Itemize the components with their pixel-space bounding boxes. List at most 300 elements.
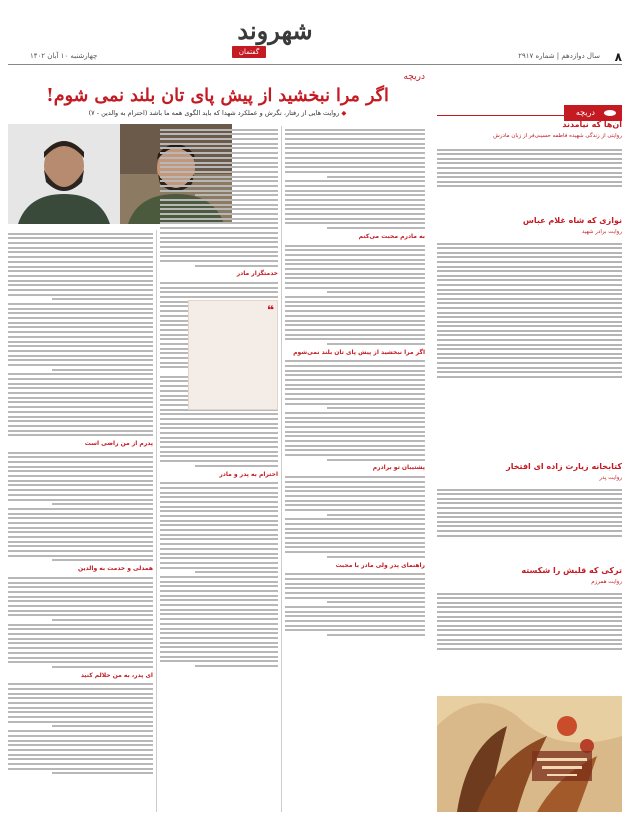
text-line xyxy=(8,294,153,296)
text-line xyxy=(8,461,153,463)
text-line xyxy=(160,171,278,173)
text-line xyxy=(285,454,425,456)
text-line xyxy=(160,133,278,135)
sidebar-item-title: کتابخانه زیارت زاده ای افتخار xyxy=(506,462,622,471)
text-line xyxy=(160,651,278,653)
text-line xyxy=(8,683,153,685)
article-kicker: دریچه xyxy=(403,72,425,82)
text-line xyxy=(437,181,622,183)
text-line xyxy=(285,204,425,206)
lead-text: روایت هایی از رفتار، نگرش و عملکرد شهدا که باید الگوی همه ما باشد (احترام به والدین - ۷) xyxy=(88,109,340,117)
text-line xyxy=(327,459,425,461)
text-line xyxy=(8,633,153,635)
text-line xyxy=(52,725,154,727)
text-line xyxy=(160,176,278,178)
text-line xyxy=(160,567,278,569)
text-line xyxy=(8,289,153,291)
text-line xyxy=(160,642,278,644)
text-line xyxy=(437,339,622,341)
text-line xyxy=(8,555,153,557)
text-line xyxy=(195,265,278,267)
text-line xyxy=(8,308,153,310)
text-line xyxy=(437,367,622,369)
text-line xyxy=(160,604,278,606)
text-line xyxy=(8,536,153,538)
text-line xyxy=(285,370,425,372)
martyr-photo-left xyxy=(8,124,120,224)
text-line xyxy=(285,310,425,312)
text-line xyxy=(8,688,153,690)
text-line xyxy=(160,147,278,149)
text-line xyxy=(327,176,425,178)
text-line xyxy=(8,522,153,524)
text-line xyxy=(8,350,153,352)
text-line xyxy=(285,528,425,530)
text-line xyxy=(437,489,622,491)
text-line xyxy=(285,263,425,265)
masthead-rule xyxy=(8,64,622,65)
text-line xyxy=(437,158,622,160)
text-line xyxy=(285,329,425,331)
text-line xyxy=(285,551,425,553)
text-line xyxy=(437,149,622,151)
text-line xyxy=(285,435,425,437)
text-line xyxy=(8,697,153,699)
text-line xyxy=(8,411,153,413)
text-line xyxy=(8,355,153,357)
text-line xyxy=(8,758,153,760)
text-line xyxy=(437,371,622,373)
text-line xyxy=(160,637,278,639)
text-line xyxy=(437,302,622,304)
text-line xyxy=(8,577,153,579)
text-line xyxy=(437,284,622,286)
text-line xyxy=(437,185,622,187)
text-line xyxy=(285,537,425,539)
text-line xyxy=(437,493,622,495)
text-line xyxy=(327,343,425,345)
text-line xyxy=(160,213,278,215)
article-subhead: خدمتگزار مادر xyxy=(236,270,278,278)
text-line xyxy=(8,638,153,640)
text-line xyxy=(160,599,278,601)
text-line xyxy=(285,324,425,326)
text-line xyxy=(8,484,153,486)
article-subhead: همدلی و خدمت به والدین xyxy=(78,565,153,573)
text-line xyxy=(285,384,425,386)
text-line xyxy=(8,693,153,695)
text-line xyxy=(160,632,278,634)
text-line xyxy=(8,341,153,343)
text-line xyxy=(160,510,278,512)
sidebar xyxy=(437,70,622,812)
sidebar-section-tab xyxy=(437,100,622,116)
text-line xyxy=(285,180,425,182)
text-line xyxy=(327,227,425,229)
text-line xyxy=(8,401,153,403)
text-line xyxy=(437,172,622,174)
text-line xyxy=(437,256,622,258)
text-line xyxy=(437,530,622,532)
text-line xyxy=(8,754,153,756)
text-line xyxy=(285,199,425,201)
text-line xyxy=(437,270,622,272)
text-line xyxy=(8,730,153,732)
text-line xyxy=(8,494,153,496)
text-line xyxy=(285,412,425,414)
text-line xyxy=(8,768,153,770)
text-line xyxy=(160,441,278,443)
text-line xyxy=(285,129,425,131)
text-line xyxy=(285,305,425,307)
text-line xyxy=(8,628,153,630)
sidebar-text xyxy=(437,590,622,690)
text-line xyxy=(285,500,425,502)
text-line xyxy=(160,460,278,462)
text-line xyxy=(8,420,153,422)
text-line xyxy=(8,499,153,501)
text-line xyxy=(437,602,622,604)
text-line xyxy=(195,465,278,467)
text-line xyxy=(8,657,153,659)
sidebar-item-title: آن‌ها که نیامدند xyxy=(562,120,622,129)
text-line xyxy=(437,616,622,618)
text-line xyxy=(8,508,153,510)
text-line xyxy=(8,233,153,235)
text-line xyxy=(437,162,622,164)
text-line xyxy=(285,249,425,251)
text-line xyxy=(8,434,153,436)
logo-subtitle: گفتمان xyxy=(232,46,266,58)
text-line xyxy=(8,284,153,286)
text-line xyxy=(285,445,425,447)
text-line xyxy=(160,204,278,206)
text-line xyxy=(160,199,278,201)
text-line xyxy=(195,194,278,196)
text-line xyxy=(285,301,425,303)
text-line xyxy=(437,153,622,155)
text-line xyxy=(437,498,622,500)
sidebar-text xyxy=(437,240,622,462)
text-line xyxy=(437,648,622,650)
article-subhead: به مادرم محبت می‌کنم xyxy=(358,232,425,240)
text-line xyxy=(8,652,153,654)
text-line xyxy=(160,227,278,229)
text-line xyxy=(437,261,622,263)
text-line xyxy=(285,440,425,442)
text-line xyxy=(437,247,622,249)
text-line xyxy=(285,157,425,159)
text-line xyxy=(160,520,278,522)
text-line xyxy=(160,660,278,662)
text-line xyxy=(8,373,153,375)
text-line xyxy=(285,245,425,247)
text-line xyxy=(8,517,153,519)
text-line xyxy=(8,378,153,380)
text-line xyxy=(285,222,425,224)
text-line xyxy=(285,523,425,525)
text-line xyxy=(160,581,278,583)
text-line xyxy=(160,237,278,239)
text-line xyxy=(8,531,153,533)
text-line xyxy=(52,503,154,505)
text-line xyxy=(285,486,425,488)
text-line xyxy=(160,553,278,555)
text-line xyxy=(160,157,278,159)
column-divider xyxy=(156,230,157,812)
text-line xyxy=(327,601,425,603)
text-line xyxy=(8,586,153,588)
text-line xyxy=(437,629,622,631)
text-line xyxy=(8,322,153,324)
text-line xyxy=(327,514,425,516)
text-line xyxy=(195,665,278,667)
text-line xyxy=(285,147,425,149)
text-line xyxy=(8,541,153,543)
column-divider xyxy=(281,126,282,812)
text-line xyxy=(285,629,425,631)
article-subhead: پشتیبان تو برادرم xyxy=(372,464,425,472)
text-line xyxy=(285,592,425,594)
text-line xyxy=(8,416,153,418)
text-line xyxy=(8,387,153,389)
text-line xyxy=(8,392,153,394)
text-line xyxy=(160,646,278,648)
text-line xyxy=(160,590,278,592)
text-line xyxy=(285,282,425,284)
text-line xyxy=(8,735,153,737)
text-line xyxy=(160,432,278,434)
text-line xyxy=(285,171,425,173)
text-line xyxy=(195,571,278,573)
text-line xyxy=(8,711,153,713)
text-line xyxy=(8,596,153,598)
text-line xyxy=(285,615,425,617)
text-line xyxy=(160,557,278,559)
page-number: ۸ xyxy=(614,50,622,64)
quote-icon: ❝ xyxy=(266,303,274,317)
text-line xyxy=(160,291,278,293)
text-line xyxy=(437,298,622,300)
text-line xyxy=(8,480,153,482)
book-cover-image xyxy=(437,696,622,812)
text-line xyxy=(8,326,153,328)
text-line xyxy=(8,331,153,333)
text-line xyxy=(8,275,153,277)
text-line xyxy=(160,501,278,503)
text-line xyxy=(285,532,425,534)
text-line xyxy=(160,232,278,234)
text-line xyxy=(8,470,153,472)
text-line xyxy=(160,241,278,243)
text-line xyxy=(8,383,153,385)
article-column-1 xyxy=(285,126,425,812)
text-line xyxy=(8,466,153,468)
issue-date: چهارشنبه ۱۰ آبان ۱۴۰۲ xyxy=(30,52,98,60)
text-line xyxy=(160,185,278,187)
newspaper-logo xyxy=(230,18,320,60)
text-line xyxy=(437,348,622,350)
text-line xyxy=(8,545,153,547)
text-line xyxy=(437,252,622,254)
text-line xyxy=(160,152,278,154)
text-line xyxy=(285,583,425,585)
text-line xyxy=(8,513,153,515)
text-line xyxy=(437,316,622,318)
text-line xyxy=(437,176,622,178)
text-line xyxy=(285,287,425,289)
article-headline: اگر مرا نبخشید از پیش پای تان بلند نمی شوم! xyxy=(46,86,389,106)
text-line xyxy=(160,166,278,168)
text-line xyxy=(160,506,278,508)
text-line xyxy=(437,502,622,504)
text-line xyxy=(160,524,278,526)
text-line xyxy=(285,587,425,589)
text-line xyxy=(285,620,425,622)
sidebar-text xyxy=(437,486,622,564)
text-line xyxy=(437,307,622,309)
text-line xyxy=(285,421,425,423)
text-line xyxy=(8,397,153,399)
sidebar-item-title: ترکی که قلبش را شکسته xyxy=(521,566,622,575)
text-line xyxy=(285,393,425,395)
text-line xyxy=(285,138,425,140)
text-line xyxy=(327,634,425,636)
text-line xyxy=(8,406,153,408)
text-line xyxy=(285,190,425,192)
text-line xyxy=(160,451,278,453)
text-line xyxy=(8,359,153,361)
text-line xyxy=(285,518,425,520)
text-line xyxy=(285,185,425,187)
article-subhead: پدرم از من راضی است xyxy=(84,439,153,447)
text-line xyxy=(8,242,153,244)
text-line xyxy=(160,515,278,517)
text-line xyxy=(285,208,425,210)
text-line xyxy=(160,613,278,615)
text-line xyxy=(8,624,153,626)
text-line xyxy=(8,364,153,366)
text-line xyxy=(52,298,154,300)
text-line xyxy=(285,625,425,627)
text-line xyxy=(8,721,153,723)
text-line xyxy=(285,259,425,261)
masthead xyxy=(0,0,630,70)
text-line xyxy=(437,325,622,327)
article-subhead: ای پدر، به من حلالم کنید xyxy=(80,671,153,679)
text-line xyxy=(327,556,425,558)
text-line xyxy=(437,512,622,514)
text-line xyxy=(437,243,622,245)
text-line xyxy=(8,270,153,272)
text-line xyxy=(8,452,153,454)
text-line xyxy=(8,303,153,305)
text-line xyxy=(8,247,153,249)
text-line xyxy=(437,279,622,281)
text-line xyxy=(437,606,622,608)
text-line xyxy=(160,609,278,611)
text-line xyxy=(285,606,425,608)
text-line xyxy=(285,611,425,613)
text-line xyxy=(160,585,278,587)
text-line xyxy=(285,578,425,580)
sidebar-item-title: نوازی که شاه غلام عباس xyxy=(522,216,622,225)
text-line xyxy=(160,496,278,498)
text-line xyxy=(160,423,278,425)
text-line xyxy=(160,143,278,145)
text-line xyxy=(285,481,425,483)
text-line xyxy=(285,417,425,419)
article-column-2 xyxy=(160,126,278,812)
text-line xyxy=(285,403,425,405)
sidebar-item-sub: روایت همرزم xyxy=(591,579,622,585)
text-line xyxy=(437,344,622,346)
text-line xyxy=(160,129,278,131)
text-line xyxy=(437,357,622,359)
text-line xyxy=(437,643,622,645)
text-line xyxy=(437,521,622,523)
text-line xyxy=(285,365,425,367)
text-line xyxy=(52,619,154,621)
text-line xyxy=(160,413,278,415)
text-line xyxy=(8,591,153,593)
text-line xyxy=(160,251,278,253)
text-line xyxy=(8,261,153,263)
text-line xyxy=(160,260,278,262)
text-line xyxy=(285,379,425,381)
text-line xyxy=(160,287,278,289)
bullet-icon xyxy=(604,110,616,116)
text-line xyxy=(285,542,425,544)
text-line xyxy=(160,222,278,224)
text-line xyxy=(437,535,622,537)
text-line xyxy=(8,312,153,314)
text-line xyxy=(437,289,622,291)
text-line xyxy=(52,559,154,561)
sidebar-item-sub: روایت برادر شهید xyxy=(581,229,622,235)
text-line xyxy=(52,369,154,371)
text-line xyxy=(8,336,153,338)
text-line xyxy=(437,525,622,527)
text-line xyxy=(327,291,425,293)
text-line xyxy=(437,293,622,295)
article-subhead: اگر مرا نبخشید از پیش پای تان بلند نمی‌شوم xyxy=(293,348,425,356)
text-line xyxy=(8,610,153,612)
text-line xyxy=(160,628,278,630)
text-line xyxy=(437,312,622,314)
text-line xyxy=(285,320,425,322)
text-line xyxy=(160,255,278,257)
text-line xyxy=(160,418,278,420)
text-line xyxy=(8,642,153,644)
text-line xyxy=(285,495,425,497)
text-line xyxy=(160,618,278,620)
text-line xyxy=(160,538,278,540)
text-line xyxy=(8,550,153,552)
text-line xyxy=(8,475,153,477)
text-line xyxy=(285,334,425,336)
text-line xyxy=(160,427,278,429)
text-line xyxy=(437,330,622,332)
text-line xyxy=(285,504,425,506)
text-line xyxy=(160,180,278,182)
text-line xyxy=(437,275,622,277)
text-line xyxy=(285,509,425,511)
text-line xyxy=(285,388,425,390)
text-line xyxy=(8,740,153,742)
text-line xyxy=(8,430,153,432)
text-line xyxy=(8,317,153,319)
